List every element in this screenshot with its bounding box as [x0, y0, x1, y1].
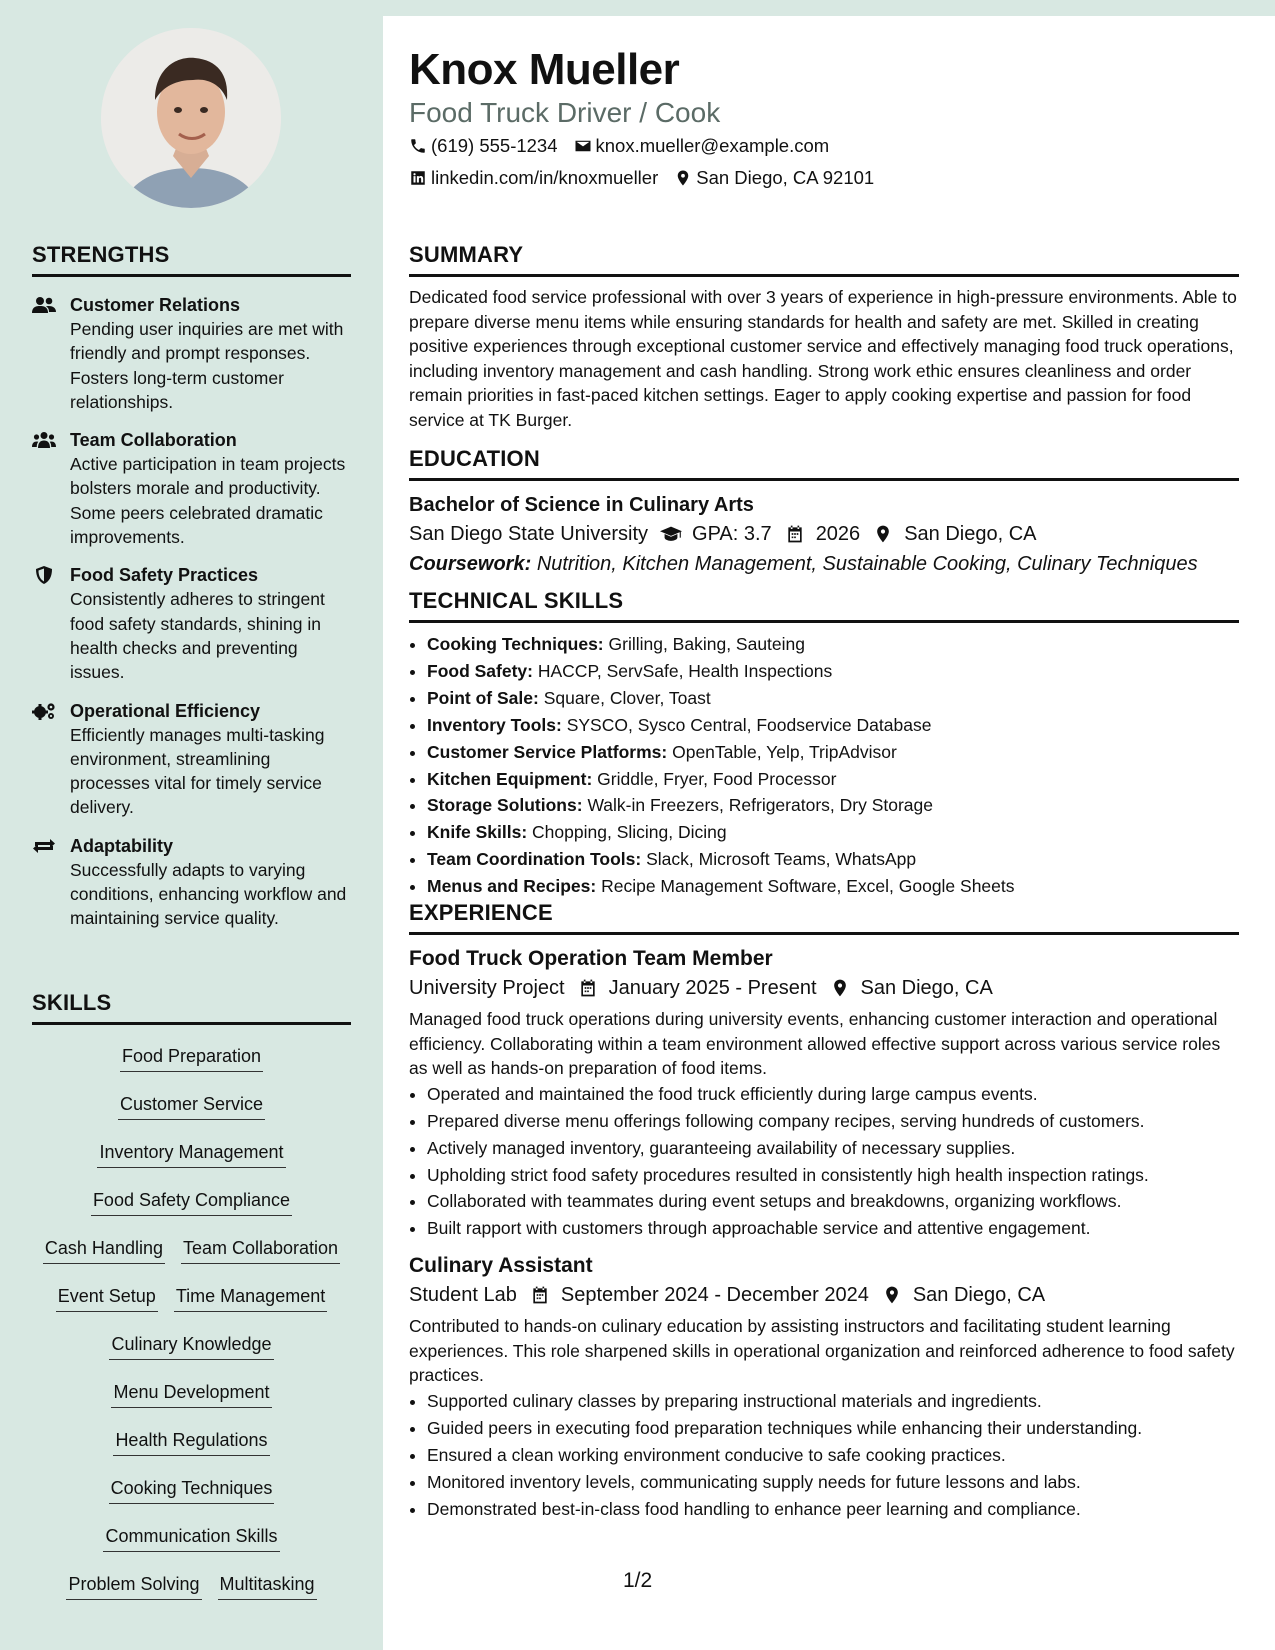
- phone-contact: [409, 130, 558, 162]
- job-bullet: • Guided peers in executing food preparation techniques while enhancing their understanding.: [427, 1415, 1239, 1442]
- calendar-icon: [784, 524, 806, 544]
- tech-skill-item: [427, 792, 1239, 819]
- job-bullet: • Upholding strict food safety procedures resulted in consistently high health inspection ratings.: [427, 1162, 1239, 1189]
- education-title: EDUCATION: [409, 446, 1239, 481]
- skill-chip: Multitasking: [218, 1569, 317, 1600]
- coursework: [409, 549, 1239, 579]
- tech-skill-item: [427, 739, 1239, 766]
- tech-skill-value: Chopping, Slicing, Dicing: [532, 822, 727, 843]
- main-content: [383, 16, 1275, 1650]
- tech-skill-item: [427, 819, 1239, 846]
- location-contact: [674, 162, 874, 194]
- job-bullet: • Built rapport with customers through approachable service and attentive engagement.: [427, 1215, 1239, 1242]
- strengths-title: STRENGTHS: [32, 242, 351, 277]
- job-bullets: [409, 1081, 1239, 1242]
- tech-skill-item: [427, 873, 1239, 900]
- gears-icon: [32, 699, 70, 820]
- education-section: [409, 446, 1239, 579]
- tech-skill-value: Griddle, Fryer, Food Processor: [597, 768, 837, 789]
- tech-skill-value: SYSCO, Sysco Central, Foodservice Database: [566, 714, 932, 735]
- tech-skill-item: [427, 685, 1239, 712]
- job-org: University Project: [409, 977, 565, 999]
- tech-skill-label: Team Coordination Tools:: [427, 849, 642, 870]
- map-pin-icon: [674, 169, 692, 187]
- location-text: San Diego, CA 92101: [696, 167, 875, 188]
- tech-skill-label: Storage Solutions:: [427, 795, 583, 816]
- job-title: Food Truck Operation Team Member: [409, 947, 773, 970]
- tech-skill-label: Food Safety:: [427, 660, 533, 681]
- tech-skill-label: Customer Service Platforms:: [427, 741, 668, 762]
- email-text[interactable]: knox.mueller@example.com: [595, 135, 830, 156]
- tech-skill-value: Square, Clover, Toast: [543, 687, 711, 708]
- skill-chip: Menu Development: [111, 1377, 271, 1408]
- map-pin-icon: [872, 524, 894, 544]
- technical-skills-title: TECHNICAL SKILLS: [409, 588, 1239, 623]
- job-title: Culinary Assistant: [409, 1254, 593, 1278]
- technical-skills-section: [409, 588, 1239, 900]
- skill-chip: Cash Handling: [43, 1233, 165, 1264]
- skill-chip: Inventory Management: [97, 1137, 285, 1168]
- contact-row-1: [409, 130, 1239, 162]
- tech-skill-value: Grilling, Baking, Sauteing: [608, 634, 805, 654]
- skill-chip: Time Management: [174, 1281, 327, 1312]
- phone-icon: [409, 137, 427, 155]
- map-pin-icon: [881, 1285, 903, 1305]
- summary-title: SUMMARY: [409, 242, 1239, 277]
- job-dates: September 2024 - December 2024: [560, 1284, 869, 1307]
- coursework-label: Coursework:: [409, 553, 532, 575]
- job-org: Student Lab: [409, 1284, 517, 1307]
- linkedin-text[interactable]: linkedin.com/in/knoxmueller: [431, 167, 659, 188]
- job-bullets: [409, 1388, 1239, 1523]
- job-entry: [409, 945, 1239, 1242]
- tech-skill-item: [427, 846, 1239, 873]
- skills-section: [32, 990, 351, 1617]
- tech-skill-value: OpenTable, Yelp, TripAdvisor: [672, 741, 897, 762]
- graduation-year: 2026: [815, 523, 861, 545]
- skill-chip: Team Collaboration: [181, 1233, 340, 1264]
- job-meta: [409, 973, 1239, 1003]
- tech-skill-value: Recipe Management Software, Excel, Google Sheets: [601, 876, 1015, 897]
- skill-chip: Communication Skills: [103, 1521, 279, 1552]
- strength-item: [32, 834, 351, 931]
- skills-chips: [32, 1041, 351, 1617]
- strength-item: [32, 428, 351, 549]
- tech-skill-label: Kitchen Equipment:: [427, 768, 593, 789]
- job-bullet: • Supported culinary classes by preparing instructional materials and ingredients.: [427, 1388, 1239, 1415]
- job-location: San Diego, CA: [860, 977, 993, 999]
- users-icon: [32, 293, 70, 414]
- job-bullet: • Actively managed inventory, guaranteeing availability of necessary supplies.: [427, 1135, 1239, 1162]
- email-contact[interactable]: [574, 130, 830, 162]
- strength-item: [32, 699, 351, 820]
- strength-title: Team Collaboration: [70, 430, 237, 451]
- tech-skill-value: Slack, Microsoft Teams, WhatsApp: [646, 849, 917, 870]
- tech-skill-value: Walk-in Freezers, Refrigerators, Dry Storage: [587, 795, 933, 816]
- skill-chip: Health Regulations: [113, 1425, 269, 1456]
- strength-desc: Pending user inquiries are met with friendly and prompt responses. Fosters long-term customer relationships.: [70, 319, 344, 412]
- education-meta: [409, 519, 1239, 549]
- candidate-name: Knox Mueller: [409, 45, 680, 94]
- repeat-icon: [32, 834, 70, 931]
- tech-skill-label: Menus and Recipes:: [427, 876, 597, 897]
- shield-icon: [32, 563, 70, 684]
- job-meta: [409, 1280, 1239, 1310]
- job-bullet: • Operated and maintained the food truck efficiently during large campus events.: [427, 1081, 1239, 1108]
- job-location: San Diego, CA: [912, 1284, 1046, 1307]
- job-description: Managed food truck operations during university events, enhancing customer interaction and operational efficiency. Collaborating within a team environment allowed effective support across various service roles as well as hands-on preparation of food items.: [409, 1009, 1221, 1079]
- degree-title: Bachelor of Science in Culinary Arts: [409, 494, 754, 516]
- tech-skill-label: Knife Skills:: [427, 822, 528, 843]
- school-name: San Diego State University: [409, 523, 649, 545]
- skill-chip: Culinary Knowledge: [109, 1329, 273, 1360]
- skill-chip: Customer Service: [118, 1089, 265, 1120]
- education-location: San Diego, CA: [904, 523, 1037, 545]
- tech-skill-item: [427, 658, 1239, 685]
- tech-skill-item: [427, 631, 1239, 658]
- job-bullet: • Collaborated with teammates during event setups and breakdowns, organizing workflows.: [427, 1188, 1239, 1215]
- experience-title: EXPERIENCE: [409, 900, 1239, 935]
- contact-row-2: [409, 162, 1239, 194]
- strength-item: [32, 563, 351, 684]
- job-description: Contributed to hands-on culinary education by assisting instructors and facilitating student learning experiences. This role sharpened skills in operational organization and reinforced adherence to food safety practices.: [409, 1316, 1235, 1386]
- skill-chip: Event Setup: [56, 1281, 158, 1312]
- calendar-icon: [577, 978, 599, 998]
- tech-skill-item: [427, 766, 1239, 793]
- strength-desc: Successfully adapts to varying conditions, enhancing workflow and maintaining service quality.: [70, 859, 347, 929]
- page-number: 1/2: [623, 1569, 653, 1592]
- tech-skill-label: Point of Sale:: [427, 687, 539, 708]
- envelope-icon: [574, 137, 592, 155]
- strength-title: Food Safety Practices: [70, 565, 259, 586]
- sidebar: [0, 0, 383, 1650]
- tech-skill-label: Inventory Tools:: [427, 714, 562, 735]
- linkedin-icon: [409, 169, 427, 187]
- skills-title: SKILLS: [32, 990, 351, 1025]
- skill-chip: Cooking Techniques: [109, 1473, 275, 1504]
- technical-skills-list: [409, 631, 1239, 900]
- graduation-cap-icon: [660, 524, 682, 544]
- calendar-icon: [529, 1285, 551, 1305]
- skill-chip: Food Preparation: [120, 1041, 263, 1072]
- strength-item: [32, 293, 351, 414]
- summary-text: Dedicated food service professional with over 3 years of experience in high-pressure environments. Able to prepare diverse menu items while ensuring standards for health and safety are met. Skilled in creating positive experiences through exceptional customer service and effectively managing food truck operations, including inventory management and cash handling. Strong work ethic ensures cleanliness and order remain priorities in fast-paced kitchen settings. Eager to apply cooking expertise and passion for food service at TK Burger.: [409, 287, 1237, 430]
- strengths-section: [32, 242, 351, 931]
- job-bullet: • Ensured a clean working environment conducive to safe cooking practices.: [427, 1442, 1239, 1469]
- job-dates: January 2025 - Present: [608, 977, 817, 999]
- map-pin-icon: [829, 978, 851, 998]
- profile-photo: [101, 28, 281, 208]
- strength-title: Adaptability: [70, 835, 174, 856]
- strength-title: Customer Relations: [70, 295, 241, 315]
- skill-chip: Problem Solving: [66, 1569, 201, 1600]
- coursework-text: Nutrition, Kitchen Management, Sustainable Cooking, Culinary Techniques: [536, 553, 1198, 575]
- tech-skill-item: [427, 712, 1239, 739]
- tech-skill-value: HACCP, ServSafe, Health Inspections: [537, 660, 833, 681]
- experience-section: [409, 900, 1239, 1523]
- linkedin-contact[interactable]: [409, 162, 658, 194]
- job-bullet: • Demonstrated best-in-class food handling to enhance peer learning and compliance.: [427, 1496, 1239, 1523]
- job-bullet: • Monitored inventory levels, communicating supply needs for future lessons and labs.: [427, 1469, 1239, 1496]
- job-entry: [409, 1252, 1239, 1522]
- summary-section: [409, 242, 1239, 433]
- gpa-text: GPA: 3.7: [692, 523, 772, 545]
- strength-title: Operational Efficiency: [70, 700, 261, 721]
- phone-text: (619) 555-1234: [431, 135, 558, 156]
- skill-chip: Food Safety Compliance: [91, 1185, 292, 1216]
- candidate-role: Food Truck Driver / Cook: [409, 97, 721, 128]
- strength-desc: Active participation in team projects bolsters morale and productivity. Some peers celebrated dramatic improvements.: [70, 454, 346, 548]
- strength-desc: Efficiently manages multi-tasking environment, streamlining processes vital for timely service delivery.: [70, 724, 325, 818]
- strength-desc: Consistently adheres to stringent food safety standards, shining in health checks and preventing issues.: [70, 589, 325, 683]
- resume-header: [409, 44, 1239, 194]
- tech-skill-label: Cooking Techniques:: [427, 634, 604, 654]
- team-icon: [32, 428, 70, 549]
- job-bullet: • Prepared diverse menu offerings following company recipes, serving hundreds of customers.: [427, 1108, 1239, 1135]
